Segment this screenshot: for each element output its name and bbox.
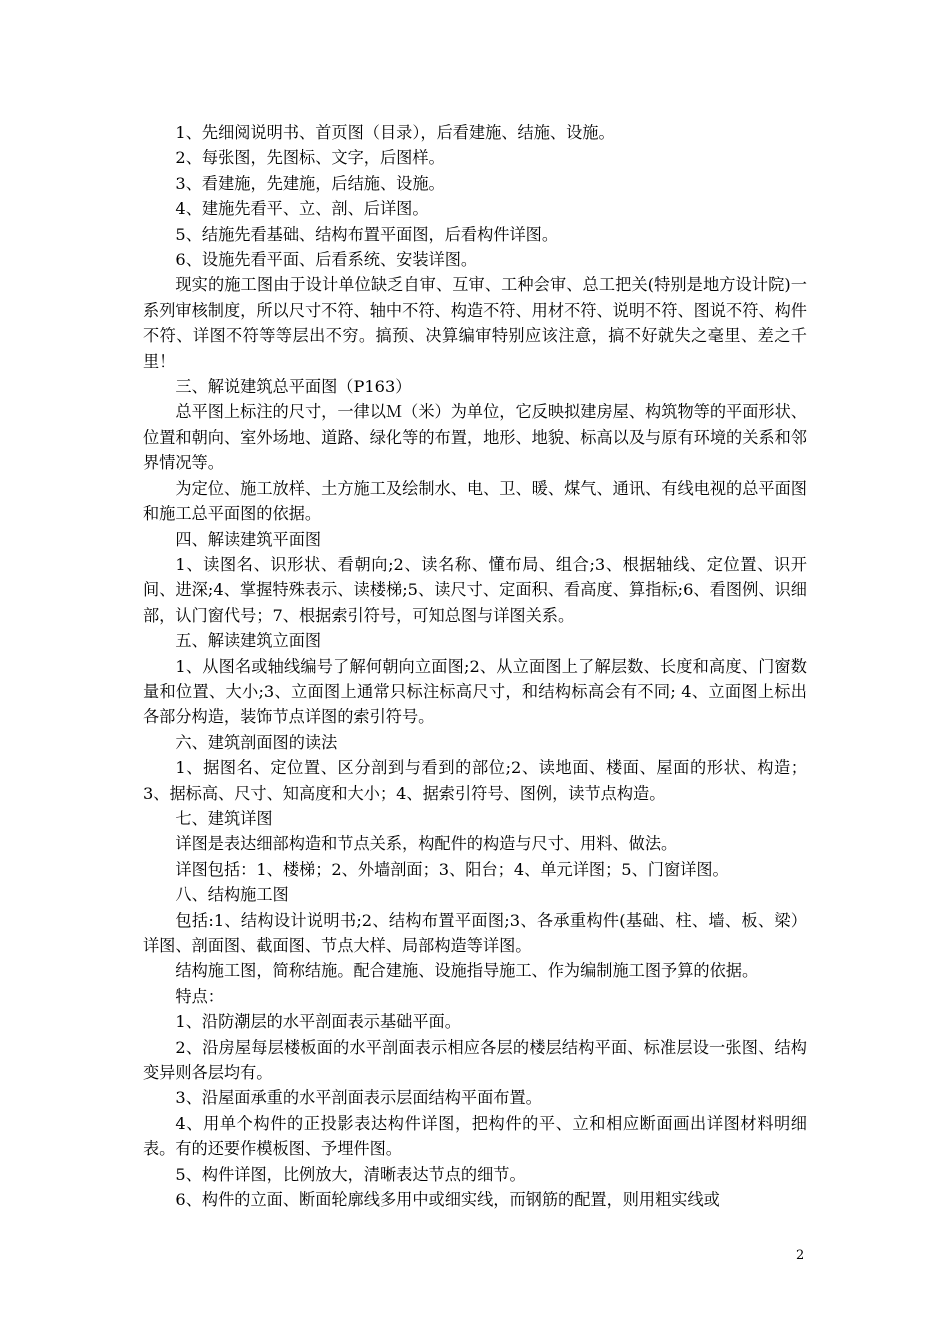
paragraph: 1、从图名或轴线编号了解何朝向立面图;2、从立面图上了解层数、长度和高度、门窗数量和位置、大小;3、立面图上通常只标注标高尺寸，和结构标高会有不同; 4、立面图上标出各部分构造，装饰节点详图的索引符号。: [143, 656, 807, 727]
paragraph: 3、沿屋面承重的水平剖面表示层面结构平面布置。: [175, 1088, 542, 1108]
paragraph: 五、解读建筑立面图: [175, 631, 322, 651]
paragraph: 2、沿房屋每层楼板面的水平剖面表示相应各层的楼层结构平面、标准层设一张图、结构变异则各层均有。: [143, 1037, 807, 1083]
paragraph: 特点：: [175, 986, 224, 1006]
paragraph: 1、读图名、识形状、看朝向;2、读名称、懂布局、组合;3、根据轴线、定位置、识开间、进深;4、掌握特殊表示、读楼梯;5、读尺寸、定面积、看高度、算指标;6、看图例、识细部，认门窗代号；7、根据索引符号，可知总图与详图关系。: [143, 554, 807, 625]
paragraph: 包括:1、结构设计说明书;2、结构布置平面图;3、各承重构件(基础、柱、墙、板、梁）详图、剖面图、截面图、节点大样、局部构造等详图。: [143, 910, 807, 955]
paragraph: 4、建施先看平、立、剖、后详图。: [175, 199, 429, 219]
paragraph: 3、看建施，先建施，后结施、设施。: [175, 173, 445, 193]
paragraph: 六、建筑剖面图的读法: [175, 732, 338, 752]
paragraph: 2、每张图，先图标、文字，后图样。: [175, 148, 445, 168]
paragraph: 5、结施先看基础、结构布置平面图，后看构件详图。: [175, 224, 559, 244]
paragraph: 三、解说建筑总平面图（P163）: [175, 377, 412, 397]
paragraph: 1、据图名、定位置、区分剖到与看到的部位;2、读地面、楼面、屋面的形状、构造；3、据标高、尺寸、知高度和大小；4、据索引符号、图例，读节点构造。: [143, 758, 807, 803]
paragraph: 为定位、施工放样、土方施工及绘制水、电、卫、暖、煤气、通讯、有线电视的总平面图和施工总平面图的依据。: [143, 478, 807, 524]
paragraph: 4、用单个构件的正投影表达构件详图，把构件的平、立和相应断面画出详图材料明细表。有的还要作模板图、予埋件图。: [143, 1113, 807, 1159]
paragraph: 现实的施工图由于设计单位缺乏自审、互审、工种会审、总工把关(特别是地方设计院)一系列审核制度，所以尺寸不符、轴中不符、构造不符、用材不符、说明不符、图说不符、构件不符、详图不符等等层出不穷。搞预、决算编审特别应该注意，搞不好就失之毫里、差之千里！: [143, 275, 807, 371]
document-body: [143, 120, 807, 1212]
paragraph: 1、沿防潮层的水平剖面表示基础平面。: [175, 1012, 461, 1032]
paragraph: 八、结构施工图: [175, 885, 289, 905]
paragraph: 七、建筑详图: [175, 808, 273, 828]
paragraph: 5、构件详图，比例放大，清晰表达节点的细节。: [175, 1164, 526, 1184]
paragraph: 结构施工图，简称结施。配合建施、设施指导施工、作为编制施工图予算的依据。: [175, 961, 759, 981]
paragraph: 详图是表达细部构造和节点关系，构配件的构造与尺寸、用料、做法。: [175, 834, 678, 854]
paragraph: 四、解读建筑平面图: [175, 529, 322, 549]
paragraph: 6、构件的立面、断面轮廓线多用中或细实线，而钢筋的配置，则用粗实线或: [175, 1190, 720, 1210]
page-number: 2: [796, 1248, 805, 1263]
paragraph: 6、设施先看平面、后看系统、安装详图。: [175, 250, 478, 270]
paragraph: 详图包括：1、楼梯；2、外墙剖面；3、阳台；4、单元详图；5、门窗详图。: [175, 859, 729, 879]
paragraph: 1、先细阅说明书、首页图（目录），后看建施、结施、设施。: [175, 123, 615, 142]
paragraph: 总平图上标注的尺寸，一律以Ｍ（米）为单位，它反映拟建房屋、构筑物等的平面形状、位置和朝向、室外场地、道路、绿化等的布置，地形、地貌、标高以及与原有环境的关系和邻界情况等。: [143, 402, 807, 473]
